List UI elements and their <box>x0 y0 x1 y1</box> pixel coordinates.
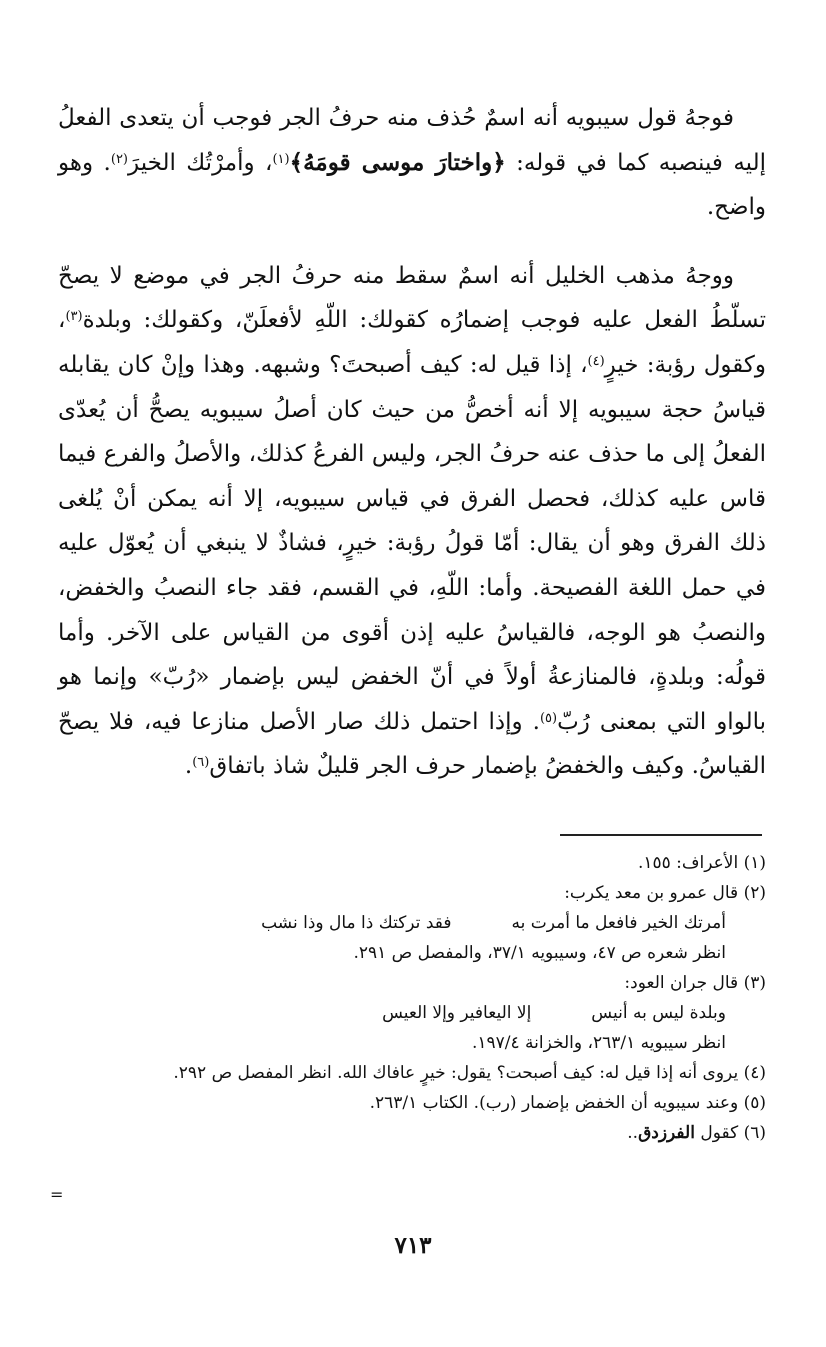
verse-second-hemistich: فقد تركتك ذا مال وذا نشب <box>261 913 452 933</box>
footnote-ref[interactable]: (٤) <box>587 353 605 369</box>
footnotes <box>58 848 766 1148</box>
verse-first-hemistich: وبلدة ليس به أنيس <box>591 1003 726 1023</box>
footnote-source: انظر شعره ص ٤٧، وسيبويه ٣٧/١، والمفصل ص ٢٩١. <box>353 943 726 963</box>
text: ، وأمرْتُك الخيرَ <box>128 149 273 176</box>
footnote-ref[interactable]: (١) <box>272 151 290 167</box>
footnote-1: (١) الأعراف: ١٥٥. <box>637 853 766 873</box>
paragraph-khalil <box>58 254 766 789</box>
page-number: ٧١٣ <box>394 1232 432 1259</box>
text: . وإذا احتمل ذلك صار الأصل منازعا فيه، فلا يصحّ القياسُ. وكيف والخفضُ بإضمار حرف الجر قليلٌ شاذ باتفاق <box>58 708 766 780</box>
footnote-ref[interactable]: (٦) <box>192 755 210 771</box>
verse <box>58 998 766 1028</box>
margin-mark: = <box>50 1185 64 1204</box>
footnote-ref[interactable]: (٣) <box>65 309 83 325</box>
text: ووجهُ مذهب الخليل أنه اسمٌ سقط منه حرفُ الجر في موضع لا يصحّ تسلّطُ الفعل عليه فوجب إضمارُه كقولك: اللّهِ لأفعلَنّ، وكقولك: وبلدة <box>58 262 766 334</box>
text: .. <box>627 1123 639 1143</box>
footnote-ref[interactable]: (٢) <box>110 151 128 167</box>
footnote-6 <box>58 1118 766 1148</box>
verse <box>58 908 766 938</box>
poet-name: الفرزدق <box>638 1123 695 1143</box>
main-text <box>58 96 766 789</box>
footnote-3: (٣) قال جران العود: <box>624 973 766 993</box>
text: فوجهُ قول سيبويه أنه اسمٌ حُذف منه حرفُ الجر فوجب أن يتعدى الفعلُ إليه فينصبه كما في قوله: <box>58 105 766 176</box>
footnote-ref[interactable]: (٥) <box>539 710 558 726</box>
text: ، وكقول رؤبة: خيرٍ <box>58 307 766 378</box>
footnote-separator <box>560 834 762 836</box>
text: ، إذا قيل له: كيف أصبحتَ؟ وشبهه. وهذا وإنْ كان يقابله قياسُ حجة سيبويه إلا أنه أخصُّ من حيث كان أصلُ سيبويه يصحُّ أن يُعدّى الفعلُ إلى ما حذف عنه حرفُ الجر، وليس الفرعُ كذلك، والأصلُ والفرع فيما قاس عليه كذلك، فحصل الفرق في قياس سيبويه، إلا أنه يمكن أنْ يُلغى ذلك الفرق وهو أن يقال: أمّا قولُ رؤبة: خيرٍ، فشاذٌ لا ينبغي أن يُعوّل عليه في حمل اللغة الفصيحة. وأما: اللّهِ، في القسم، فقد جاء النصبُ والخفض، والنصبُ هو الوجه، فالقياسُ عليه إذن أقوى من القياس على الآخر. وأما قولُه: وبلدةٍ، فالمنازعةُ أولاً في أنّ الخفض ليس بإضمار «رُبّ» وإنما هو بالواو التي بمعنى رُبّ <box>58 351 766 735</box>
verse-second-hemistich: إلا اليعافير وإلا العيس <box>382 1003 532 1023</box>
footnote-2: (٢) قال عمرو بن معد يكرب: <box>564 883 766 903</box>
footnote-5: (٥) وعند سيبويه أن الخفض بإضمار (رب). الكتاب ٢٦٣/١. <box>369 1093 766 1113</box>
verse-first-hemistich: أمرتك الخير فافعل ما أمرت به <box>511 913 726 933</box>
text: . <box>184 753 193 780</box>
text: (٦) كقول <box>694 1123 766 1143</box>
quran-quote: ﴿واختارَ موسى قومَهُ﴾ <box>289 148 506 176</box>
text: . وهو واضح. <box>58 149 766 221</box>
footnote-source: انظر سيبويه ٢٦٣/١، والخزانة ١٩٧/٤. <box>471 1033 726 1053</box>
paragraph-sibawayh <box>58 96 766 230</box>
footnote-4: (٤) يروى أنه إذا قيل له: كيف أصبحت؟ يقول: خيرٍ عافاك الله. انظر المفصل ص ٢٩٢. <box>173 1063 766 1083</box>
